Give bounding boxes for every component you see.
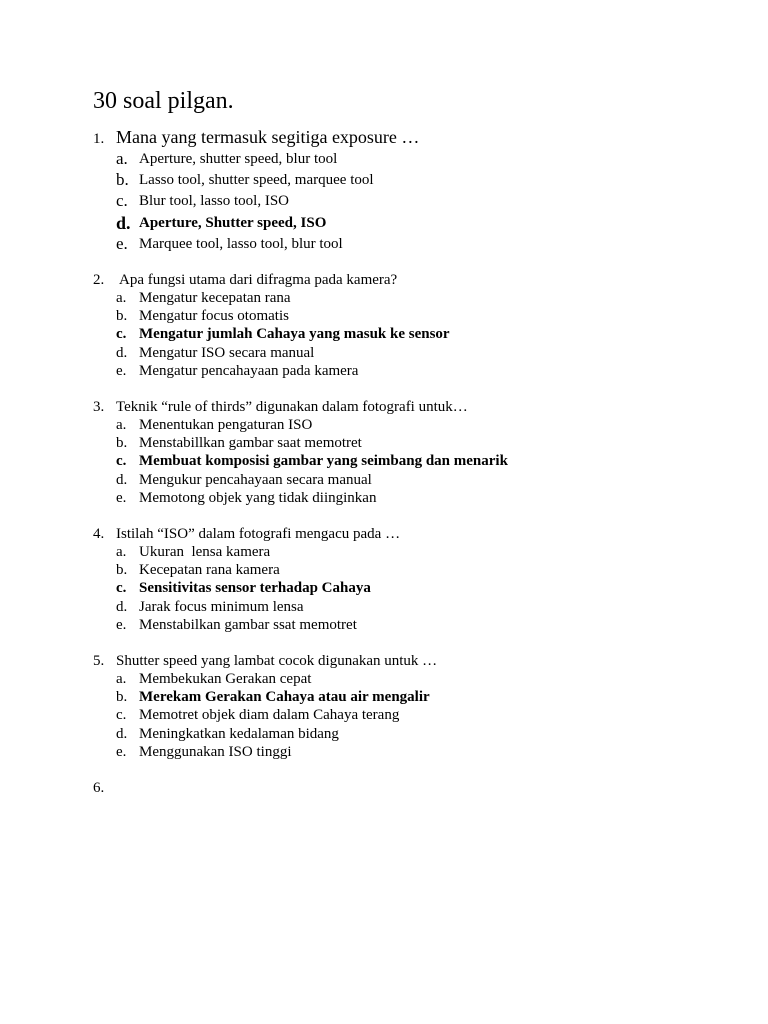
option-letter: d. xyxy=(116,212,131,233)
question-4 xyxy=(93,525,733,634)
option-letter: b. xyxy=(116,562,128,579)
option-letter: c. xyxy=(116,707,127,724)
option-d xyxy=(93,471,733,489)
option-d xyxy=(93,344,733,362)
option-d xyxy=(93,598,733,616)
question-line xyxy=(93,126,733,150)
option-letter: e. xyxy=(116,233,128,253)
option-text: Mengatur focus otomatis xyxy=(139,308,289,325)
option-letter: a. xyxy=(116,290,127,306)
question-number: 4. xyxy=(93,526,105,542)
option-e xyxy=(93,235,733,256)
option-text: Memotret objek diam dalam Cahaya terang xyxy=(139,707,400,724)
option-a xyxy=(93,670,733,688)
question-text: Mana yang termasuk segitiga exposure … xyxy=(116,127,420,147)
option-text: Kecepatan rana kamera xyxy=(139,562,280,579)
option-text: Mengatur pencahayaan pada kamera xyxy=(139,362,359,379)
option-text: Menentukan pengaturan ISO xyxy=(139,417,313,433)
question-number: 5. xyxy=(93,653,105,669)
question-1 xyxy=(93,126,733,256)
option-letter: b. xyxy=(116,308,128,325)
option-c xyxy=(93,192,733,213)
option-letter: d. xyxy=(116,598,128,615)
option-letter: a. xyxy=(116,417,127,433)
option-c-correct xyxy=(93,325,733,343)
option-b xyxy=(93,171,733,192)
option-text: Menstabilkan gambar ssat memotret xyxy=(139,616,357,633)
option-e xyxy=(93,489,733,507)
option-letter: c. xyxy=(116,580,127,597)
option-text: Mengukur pencahayaan secara manual xyxy=(139,471,372,488)
option-a xyxy=(93,289,733,307)
question-text: Teknik “rule of thirds” digunakan dalam fotografi untuk… xyxy=(116,399,468,415)
question-line xyxy=(93,525,733,543)
option-letter: e. xyxy=(116,489,127,506)
document-title: 30 soal pilgan. xyxy=(93,88,234,114)
option-text: Mengatur ISO secara manual xyxy=(139,344,315,361)
question-3 xyxy=(93,398,733,507)
option-c-correct xyxy=(93,452,733,470)
option-letter: e. xyxy=(116,616,127,633)
option-letter: c. xyxy=(116,453,127,470)
question-text: Apa fungsi utama dari difragma pada kamera? xyxy=(119,272,398,288)
question-line xyxy=(93,271,733,289)
option-text: Mengatur kecepatan rana xyxy=(139,290,291,306)
question-5 xyxy=(93,652,733,761)
question-number: 6. xyxy=(93,780,105,796)
question-2 xyxy=(93,271,733,380)
option-letter: d. xyxy=(116,344,128,361)
question-line xyxy=(93,779,733,797)
option-text: Blur tool, lasso tool, ISO xyxy=(139,193,290,210)
option-text: Aperture, shutter speed, blur tool xyxy=(139,151,338,167)
option-letter: c. xyxy=(116,191,128,211)
option-d xyxy=(93,725,733,743)
question-number: 1. xyxy=(93,131,105,147)
option-letter: b. xyxy=(116,689,128,706)
option-b xyxy=(93,307,733,325)
question-text: Istilah “ISO” dalam fotografi mengacu pada … xyxy=(116,526,401,542)
option-text: Meningkatkan kedalaman bidang xyxy=(139,725,339,742)
option-text-correct: Merekam Gerakan Cahaya atau air mengalir xyxy=(139,689,430,706)
option-b xyxy=(93,434,733,452)
option-letter: a. xyxy=(116,544,127,560)
option-letter: d. xyxy=(116,471,128,488)
option-a xyxy=(93,150,733,171)
option-a xyxy=(93,543,733,561)
question-6 xyxy=(93,779,733,797)
option-c-correct xyxy=(93,579,733,597)
option-text-correct: Mengatur jumlah Cahaya yang masuk ke sensor xyxy=(139,326,450,343)
question-line xyxy=(93,398,733,416)
option-text-correct: Aperture, Shutter speed, ISO xyxy=(139,214,327,231)
option-text-correct: Membuat komposisi gambar yang seimbang dan menarik xyxy=(139,453,508,470)
option-letter: e. xyxy=(116,362,127,379)
option-text: Lasso tool, shutter speed, marquee tool xyxy=(139,172,374,189)
option-letter: a. xyxy=(116,149,128,168)
option-e xyxy=(93,616,733,634)
option-e xyxy=(93,362,733,380)
question-number: 2. xyxy=(93,272,105,288)
option-d-correct xyxy=(93,214,733,235)
option-letter: d. xyxy=(116,725,128,742)
option-letter: e. xyxy=(116,743,127,760)
question-line xyxy=(93,652,733,670)
option-b-correct xyxy=(93,688,733,706)
question-text: Shutter speed yang lambat cocok digunakan untuk … xyxy=(116,653,438,669)
option-letter: c. xyxy=(116,326,127,343)
option-text: Marquee tool, lasso tool, blur tool xyxy=(139,235,343,252)
option-text-correct: Sensitivitas sensor terhadap Cahaya xyxy=(139,580,371,597)
question-number: 3. xyxy=(93,399,105,415)
option-text: Menstabillkan gambar saat memotret xyxy=(139,435,362,452)
option-c xyxy=(93,706,733,724)
option-a xyxy=(93,416,733,434)
option-b xyxy=(93,561,733,579)
option-letter: b. xyxy=(116,170,129,190)
option-text: Ukuran lensa kamera xyxy=(139,544,271,560)
option-text: Memotong objek yang tidak diinginkan xyxy=(139,489,377,506)
option-text: Jarak focus minimum lensa xyxy=(139,598,304,615)
option-text: Menggunakan ISO tinggi xyxy=(139,743,292,760)
option-text: Membekukan Gerakan cepat xyxy=(139,671,312,687)
option-letter: a. xyxy=(116,671,127,687)
option-letter: b. xyxy=(116,435,128,452)
option-e xyxy=(93,743,733,761)
